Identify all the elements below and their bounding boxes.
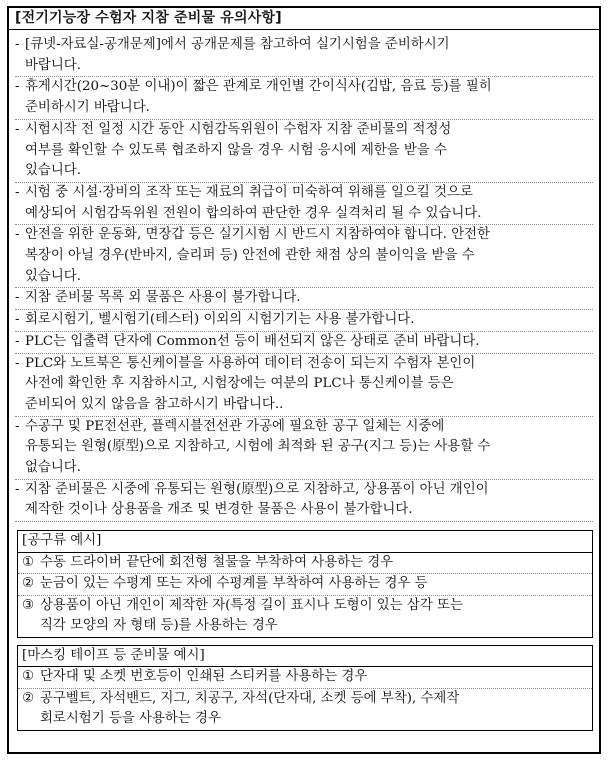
circled-number: ② xyxy=(22,576,35,592)
notice-item-line: 바랍니다. xyxy=(25,57,81,73)
tape-examples-box xyxy=(17,645,593,731)
notice-item-line: 없습니다. xyxy=(25,460,81,476)
notice-item-line: [큐넷-자료실-공개문제]에서 공개문제를 참고하여 실기시험을 준비하시기 xyxy=(25,37,450,52)
example-row xyxy=(18,689,592,730)
notice-item xyxy=(15,35,593,77)
tool-examples-box xyxy=(17,530,593,638)
notice-item-line: PLC와 노트북은 통신케이블을 사용하여 데이터 전송이 되는지 수험자 본인이 xyxy=(25,355,476,371)
notice-item-line: 휴게시간(20~30분 이내)이 짧은 관계로 개인별 간이식사(김밥, 음료 등)를 필히 xyxy=(25,79,492,95)
notice-item xyxy=(15,288,593,310)
notice-item-line: 있습니다. xyxy=(25,268,81,284)
notice-item-line: 준비되어 있지 않음을 참고하시기 바랍니다.. xyxy=(25,396,284,412)
notice-item-line: 시험시작 전 일정 시간 동안 시험감독위원이 수험자 지참 준비물의 적정성 xyxy=(25,121,452,137)
notice-item-line: 제작한 것이나 상용품을 개조 및 변경한 물품은 사용이 불가합니다. xyxy=(25,502,413,518)
notice-item xyxy=(15,183,593,225)
notice-item-line: 지참 준비물은 시중에 유통되는 원형(原型)으로 지참하고, 상용품이 아닌 개인이 xyxy=(25,481,489,497)
notice-item-line: 시험 중 시설·장비의 조작 또는 재료의 취급이 미숙하여 위해를 일으킬 것으로 xyxy=(25,184,473,200)
notice-item-line: 여부를 확인할 수 있도록 협조하지 않을 경우 시험 응시에 제한을 받을 수 xyxy=(25,142,447,158)
notice-item xyxy=(15,77,593,119)
example-row xyxy=(18,553,592,575)
notice-item xyxy=(15,354,593,417)
circled-number: ① xyxy=(22,669,35,685)
tape-examples-heading: [마스킹 테이프 등 준비물 예시] xyxy=(18,646,592,668)
example-text: 공구벨트, 자석밴드, 지그, 치공구, 자석(단자대, 소켓 등에 부착), 수제작 xyxy=(40,690,460,706)
bullet-dash: - xyxy=(15,333,20,349)
notice-list xyxy=(9,30,599,522)
notice-item-line: PLC는 입출력 단자에 Common선 등이 배선되지 않은 상태로 준비 바랍니다. xyxy=(25,333,480,349)
notice-item-line: 유통되는 원형(原型)으로 지참하고, 시험에 최적화 된 공구(지그 등)는 사용할 수 xyxy=(25,439,491,455)
tool-examples-heading: [공구류 예시] xyxy=(18,531,592,553)
bullet-dash: - xyxy=(15,227,20,243)
document-title: [전기기능장 수험자 지참 준비물 유의사항] xyxy=(9,8,599,30)
notice-item-line: 복장이 아닐 경우(반바지, 슬리퍼 등) 안전에 관한 채점 상의 불이익을 받을 수 xyxy=(25,248,475,264)
notice-item xyxy=(15,480,593,522)
notice-item-line: 예상되어 시험감독위원 전원이 합의하여 판단한 경우 실격처리 될 수 있습니다. xyxy=(25,205,482,221)
bullet-dash: - xyxy=(15,79,20,95)
notice-item xyxy=(15,120,593,183)
example-text: 회로시험기 등을 사용하는 경우 xyxy=(40,711,221,727)
notice-item xyxy=(15,417,593,480)
example-text: 단자대 및 소켓 번호등이 인쇄된 스티커를 사용하는 경우 xyxy=(40,669,368,685)
notice-document xyxy=(7,6,601,754)
example-text: 상용품이 아닌 개인이 제작한 자(특정 길이 표시나 도형이 있는 삼각 또는 xyxy=(40,597,463,613)
circled-number: ① xyxy=(22,554,35,570)
notice-item xyxy=(15,225,593,288)
notice-item-line: 준비하시기 바랍니다. xyxy=(25,100,150,116)
example-text: 직각 모양의 자 형태 등)를 사용하는 경우 xyxy=(40,618,278,634)
notice-item xyxy=(15,310,593,332)
bullet-dash: - xyxy=(15,37,20,52)
example-text: 수동 드라이버 끝단에 회전형 철물을 부착하여 사용하는 경우 xyxy=(40,554,394,570)
example-text: 눈금이 있는 수평계 또는 자에 수평계를 부착하여 사용하는 경우 등 xyxy=(40,576,428,592)
bullet-dash: - xyxy=(15,312,20,328)
example-row xyxy=(18,667,592,689)
bullet-dash: - xyxy=(15,290,20,306)
bullet-dash: - xyxy=(15,481,20,497)
bullet-dash: - xyxy=(15,418,20,434)
notice-item-line: 지참 준비물 목록 외 물품은 사용이 불가합니다. xyxy=(25,290,301,306)
notice-item-line: 회로시험기, 벨시험기(테스터) 이외의 시험기기는 사용 불가합니다. xyxy=(25,312,415,328)
notice-item-line: 수공구 및 PE전선관, 플렉시블전선관 가공에 필요한 공구 일체는 시중에 xyxy=(25,418,445,434)
bullet-dash: - xyxy=(15,184,20,200)
notice-item-line: 있습니다. xyxy=(25,163,81,179)
example-row xyxy=(18,596,592,637)
notice-item-line: 사전에 확인한 후 지참하시고, 시험장에는 여분의 PLC나 통신케이블 등은 xyxy=(25,376,454,392)
example-row xyxy=(18,574,592,596)
notice-item-line: 안전을 위한 운동화, 면장갑 등은 실기시험 시 반드시 지참하여야 합니다. 안전한 xyxy=(25,227,491,243)
circled-number: ③ xyxy=(22,597,35,613)
notice-item xyxy=(15,332,593,354)
circled-number: ② xyxy=(22,690,35,706)
bullet-dash: - xyxy=(15,121,20,137)
bullet-dash: - xyxy=(15,355,20,371)
